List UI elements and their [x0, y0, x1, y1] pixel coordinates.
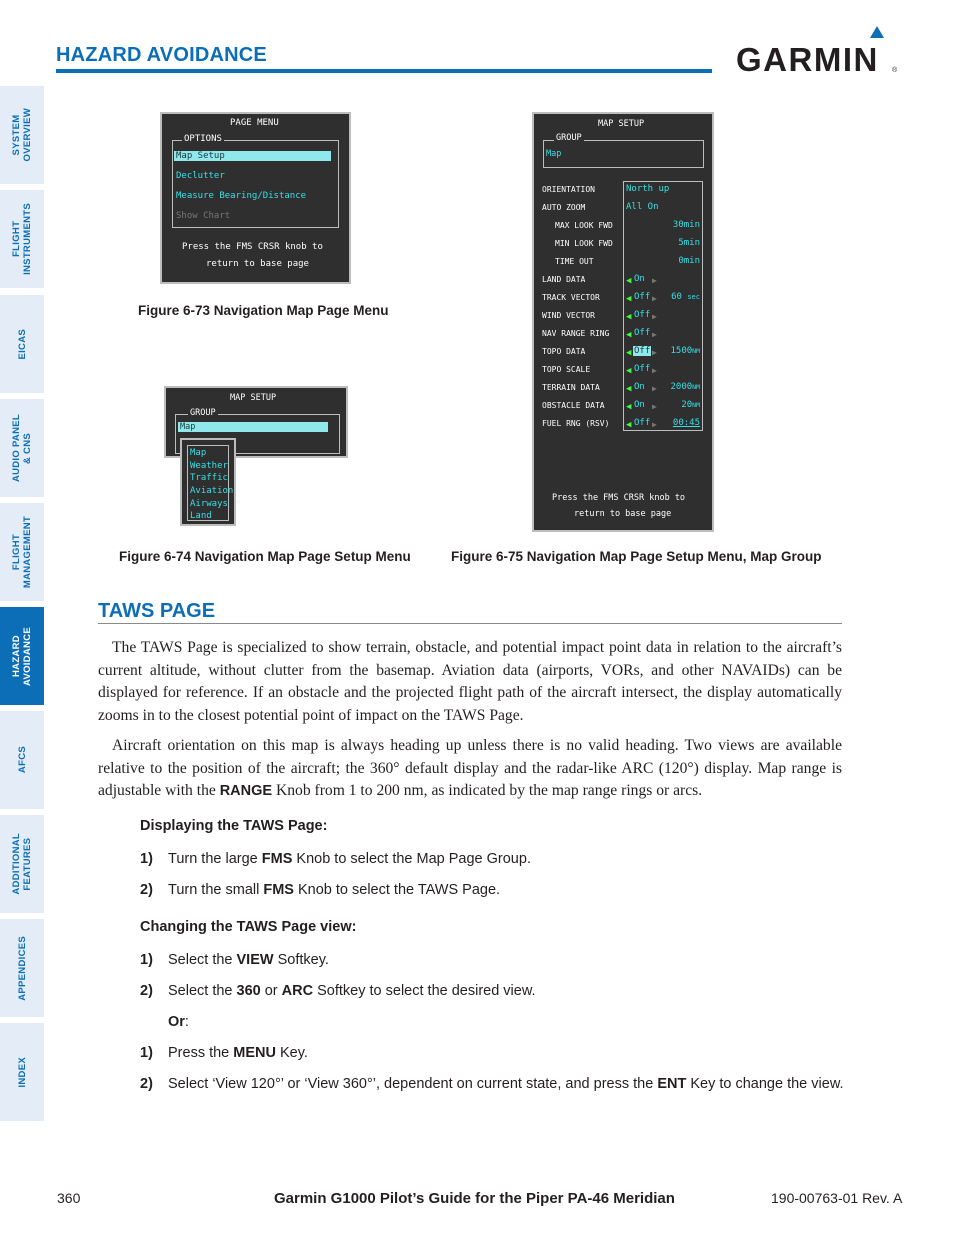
menu-hint-line1: Press the FMS CRSR knob to — [182, 242, 323, 252]
dropdown-option-land[interactable]: Land — [190, 511, 212, 521]
map-setup-title: MAP SETUP — [598, 119, 645, 129]
or-text: Or — [168, 1014, 185, 1030]
change-step-1 — [140, 952, 329, 968]
figure-6-73-caption: Figure 6-73 Navigation Map Page Menu — [138, 303, 389, 318]
setting-value-nav-range-ring[interactable]: Off — [634, 328, 651, 338]
side-tab-label: FLIGHT INSTRUMENTS — [11, 203, 33, 275]
right-arrow-icon: ▶ — [652, 294, 657, 303]
page-number: 360 — [57, 1190, 81, 1206]
side-tab-label: EICAS — [16, 328, 28, 360]
left-arrow-icon: ◀ — [626, 366, 632, 376]
setting-label-land-data: LAND DATA — [542, 275, 586, 284]
menu-item-declutter[interactable]: Declutter — [176, 171, 225, 181]
menu-item-show-chart: Show Chart — [176, 211, 231, 221]
left-arrow-icon: ◀ — [626, 348, 632, 358]
step-text: Turn the small — [168, 882, 264, 898]
left-arrow-icon: ◀ — [626, 384, 632, 394]
setting-label-topo-data: TOPO DATA — [542, 347, 586, 356]
right-arrow-icon: ▶ — [652, 348, 657, 357]
setting-value-min-look-fwd[interactable] — [678, 238, 700, 248]
step-number: 2) — [140, 983, 153, 999]
step-text: Key to change the view. — [686, 1076, 844, 1092]
setup-hint-line2: return to base page — [574, 509, 672, 519]
setting-value-auto-zoom[interactable]: All On — [626, 202, 659, 212]
setting-extra-track-vector[interactable] — [671, 292, 700, 302]
value-number: 5 — [678, 238, 684, 248]
settings-value-column — [623, 181, 703, 431]
step-text: Select the — [168, 952, 237, 968]
right-arrow-icon: ▶ — [652, 420, 657, 429]
change-step-3 — [140, 1045, 308, 1061]
menu-item-map-setup[interactable]: Map Setup — [174, 151, 331, 161]
setting-label-track-vector: TRACK VECTOR — [542, 293, 600, 302]
setting-label-max-look-fwd: MAX LOOK FWD — [555, 221, 613, 230]
side-tab-additional-features[interactable] — [0, 815, 44, 913]
step-text: or — [260, 983, 282, 999]
right-arrow-icon: ▶ — [652, 384, 657, 393]
step-number: 1) — [140, 952, 153, 968]
right-arrow-icon: ▶ — [652, 402, 657, 411]
step-keyword: 360 — [236, 983, 261, 999]
map-setup-screen — [532, 112, 714, 532]
footer-title: Garmin G1000 Pilot’s Guide for the Piper PA-46 Meridian — [274, 1190, 675, 1207]
value-unit: NM — [692, 347, 700, 355]
step-text: Press the — [168, 1045, 234, 1061]
group-label: GROUP — [190, 408, 216, 418]
step-keyword: MENU — [233, 1045, 276, 1061]
dropdown-option-aviation[interactable]: Aviation — [190, 486, 234, 496]
value-number: 20 — [681, 400, 693, 410]
setting-value-terrain-data[interactable]: On — [634, 382, 645, 392]
menu-hint-line2: return to base page — [206, 259, 309, 269]
side-tab-flight-management[interactable] — [0, 503, 44, 601]
right-arrow-icon: ▶ — [652, 330, 657, 339]
step-keyword: FMS — [263, 882, 294, 898]
setup-hint-line1: Press the FMS CRSR knob to — [552, 493, 686, 503]
page-menu-screen — [160, 112, 351, 284]
left-arrow-icon: ◀ — [626, 294, 632, 304]
document-number: 190-00763-01 Rev. A — [771, 1190, 903, 1206]
value-unit: sec — [687, 293, 700, 301]
setting-label-wind-vector: WIND VECTOR — [542, 311, 595, 320]
page-menu-title: PAGE MENU — [230, 118, 279, 128]
options-group-label: OPTIONS — [184, 134, 222, 144]
value-number: 30 — [672, 220, 684, 230]
right-arrow-icon: ▶ — [652, 312, 657, 321]
right-arrow-icon: ▶ — [652, 276, 657, 285]
right-arrow-icon: ▶ — [652, 366, 657, 375]
side-tab-flight-instruments[interactable] — [0, 190, 44, 288]
display-step-2 — [140, 882, 500, 898]
step-keyword: VIEW — [236, 952, 274, 968]
value-number: 0 — [678, 256, 684, 266]
side-tab-appendices[interactable] — [0, 919, 44, 1017]
side-tab-label: SYSTEM OVERVIEW — [11, 108, 33, 162]
step-number: 2) — [140, 882, 153, 898]
section-header: HAZARD AVOIDANCE — [56, 44, 267, 66]
dropdown-option-weather[interactable]: Weather — [190, 461, 228, 471]
setting-extra-topo-data[interactable] — [670, 346, 700, 356]
setting-label-auto-zoom: AUTO ZOOM — [542, 203, 586, 212]
value-number: 60 — [671, 292, 682, 302]
range-knob-label: RANGE — [219, 783, 273, 799]
value-number: 2000 — [670, 382, 693, 392]
setting-label-nav-range-ring: NAV RANGE RING — [542, 329, 610, 338]
setting-value-topo-data[interactable]: Off — [634, 346, 651, 356]
value-unit: NM — [692, 401, 700, 409]
value-number: 1500 — [670, 346, 693, 356]
step-number: 1) — [140, 1045, 153, 1061]
svg-text:GARMIN: GARMIN — [736, 41, 879, 76]
group-select[interactable]: Map — [178, 422, 328, 432]
setting-value-obstacle-data[interactable]: On — [634, 400, 645, 410]
step-number: 2) — [140, 1076, 153, 1092]
step-text: Turn the large — [168, 851, 262, 867]
para2-text-c: Knob from 1 to 200 nm, as indicated by the map range rings or arcs. — [272, 782, 703, 799]
step-text: Softkey. — [273, 952, 329, 968]
step-keyword: ARC — [281, 983, 314, 999]
svg-text:®: ® — [892, 67, 898, 74]
side-tab-hazard-avoidance[interactable] — [0, 607, 44, 705]
setting-label-topo-scale: TOPO SCALE — [542, 365, 591, 374]
group-box — [543, 140, 704, 168]
group-dropdown-list — [180, 438, 236, 526]
side-tab-label: FLIGHT MANAGEMENT — [11, 515, 33, 589]
setting-label-terrain-data: TERRAIN DATA — [542, 383, 600, 392]
dropdown-option-map[interactable]: Map — [190, 448, 207, 458]
setting-value-land-data[interactable]: On — [634, 274, 645, 284]
setting-extra-fuel-rng[interactable]: 00:45 — [672, 418, 700, 428]
setting-value-fuel-rng[interactable]: Off — [634, 418, 651, 428]
setting-label-fuel-rng: FUEL RNG (RSV) — [542, 419, 610, 428]
group-label: GROUP — [556, 133, 582, 143]
setting-label-obstacle-data: OBSTACLE DATA — [542, 401, 605, 410]
step-keyword: ENT — [657, 1076, 687, 1092]
side-tab-label: AUDIO PANEL & CNS — [11, 413, 33, 483]
change-step-4 — [140, 1076, 844, 1092]
step-text: Select the — [168, 983, 237, 999]
left-arrow-icon: ◀ — [626, 312, 632, 322]
step-text: Softkey to select the desired view. — [313, 983, 536, 999]
taws-paragraph-2 — [98, 735, 842, 803]
display-step-1 — [140, 851, 531, 867]
side-tab-system-overview[interactable] — [0, 86, 44, 184]
left-arrow-icon: ◀ — [626, 276, 632, 286]
or-colon: : — [184, 1014, 189, 1030]
step-keyword: FMS — [261, 851, 293, 867]
step-number: 1) — [140, 851, 153, 867]
setting-label-time-out: TIME OUT — [555, 257, 594, 266]
value-unit: min — [683, 256, 700, 266]
step-text: Key. — [275, 1045, 308, 1061]
left-arrow-icon: ◀ — [626, 402, 632, 412]
side-tab-eicas[interactable] — [0, 295, 44, 393]
group-value[interactable]: Map — [546, 149, 562, 159]
section-rule — [98, 623, 842, 624]
left-arrow-icon: ◀ — [626, 420, 632, 430]
setting-extra-obstacle-data[interactable] — [681, 400, 700, 410]
side-tab-label: AFCS — [16, 746, 28, 774]
section-title: TAWS PAGE — [98, 600, 216, 622]
setting-value-track-vector[interactable]: Off — [634, 292, 651, 302]
header-rule — [56, 69, 712, 73]
setting-value-max-look-fwd[interactable] — [673, 220, 700, 230]
side-tab-label: INDEX — [16, 1056, 28, 1088]
value-unit: min — [683, 220, 700, 230]
figure-6-74-caption: Figure 6-74 Navigation Map Page Setup Menu — [119, 549, 411, 564]
setting-label-orientation: ORIENTATION — [542, 185, 595, 194]
side-tab-label: ADDITIONAL FEATURES — [11, 833, 33, 895]
side-tab-label: APPENDICES — [16, 935, 28, 1001]
setting-value-time-out[interactable] — [678, 256, 700, 266]
step-text: Knob to select the Map Page Group. — [292, 851, 531, 867]
dropdown-option-traffic[interactable]: Traffic — [190, 473, 228, 483]
side-tab-label: HAZARD AVOIDANCE — [11, 626, 33, 686]
setting-label-min-look-fwd: MIN LOOK FWD — [555, 239, 613, 248]
side-tab-audio-panel[interactable] — [0, 399, 44, 497]
step-text: Knob to select the TAWS Page. — [293, 882, 501, 898]
setting-extra-terrain-data[interactable] — [670, 382, 700, 392]
left-arrow-icon: ◀ — [626, 330, 632, 340]
displaying-taws-heading: Displaying the TAWS Page: — [140, 818, 328, 834]
side-tab-afcs[interactable] — [0, 711, 44, 809]
step-text: Select ‘View 120°’ or ‘View 360°’, dependent on current state, and press the — [168, 1076, 658, 1092]
para2-text-a: Aircraft orientation on this map is always heading up unless there is no valid heading. Two views are available relative to the position of the aircraft; the 360° default display and the radar-like ARC (120°) display. Map range is adjustable with the — [98, 737, 842, 799]
dropdown-option-airways[interactable]: Airways — [190, 499, 228, 509]
value-unit: min — [683, 238, 700, 248]
garmin-logo — [734, 24, 900, 76]
figure-6-75-caption: Figure 6-75 Navigation Map Page Setup Menu, Map Group — [451, 549, 822, 564]
or-label — [168, 1014, 189, 1030]
change-step-2 — [140, 983, 536, 999]
changing-taws-heading: Changing the TAWS Page view: — [140, 919, 357, 935]
setting-value-topo-scale[interactable]: Off — [634, 364, 651, 374]
value-unit: NM — [692, 383, 700, 391]
menu-item-measure-bearing[interactable]: Measure Bearing/Distance — [176, 191, 307, 201]
setting-value-wind-vector[interactable]: Off — [634, 310, 651, 320]
taws-paragraph-1: The TAWS Page is specialized to show terrain, obstacle, and potential impact point data in relation to the aircraft’s current altitude, without clutter from the basemap. Aviation data (airports, VORs, and other NAVAIDs) can be displayed for reference. If an obstacle and the projected flight path of the aircraft intersect, the display automatically zooms in to the closest potential point of impact on the TAWS Page. — [98, 639, 842, 724]
map-setup-title: MAP SETUP — [230, 393, 277, 403]
setting-value-orientation[interactable]: North up — [626, 184, 670, 194]
side-tab-index[interactable] — [0, 1023, 44, 1121]
